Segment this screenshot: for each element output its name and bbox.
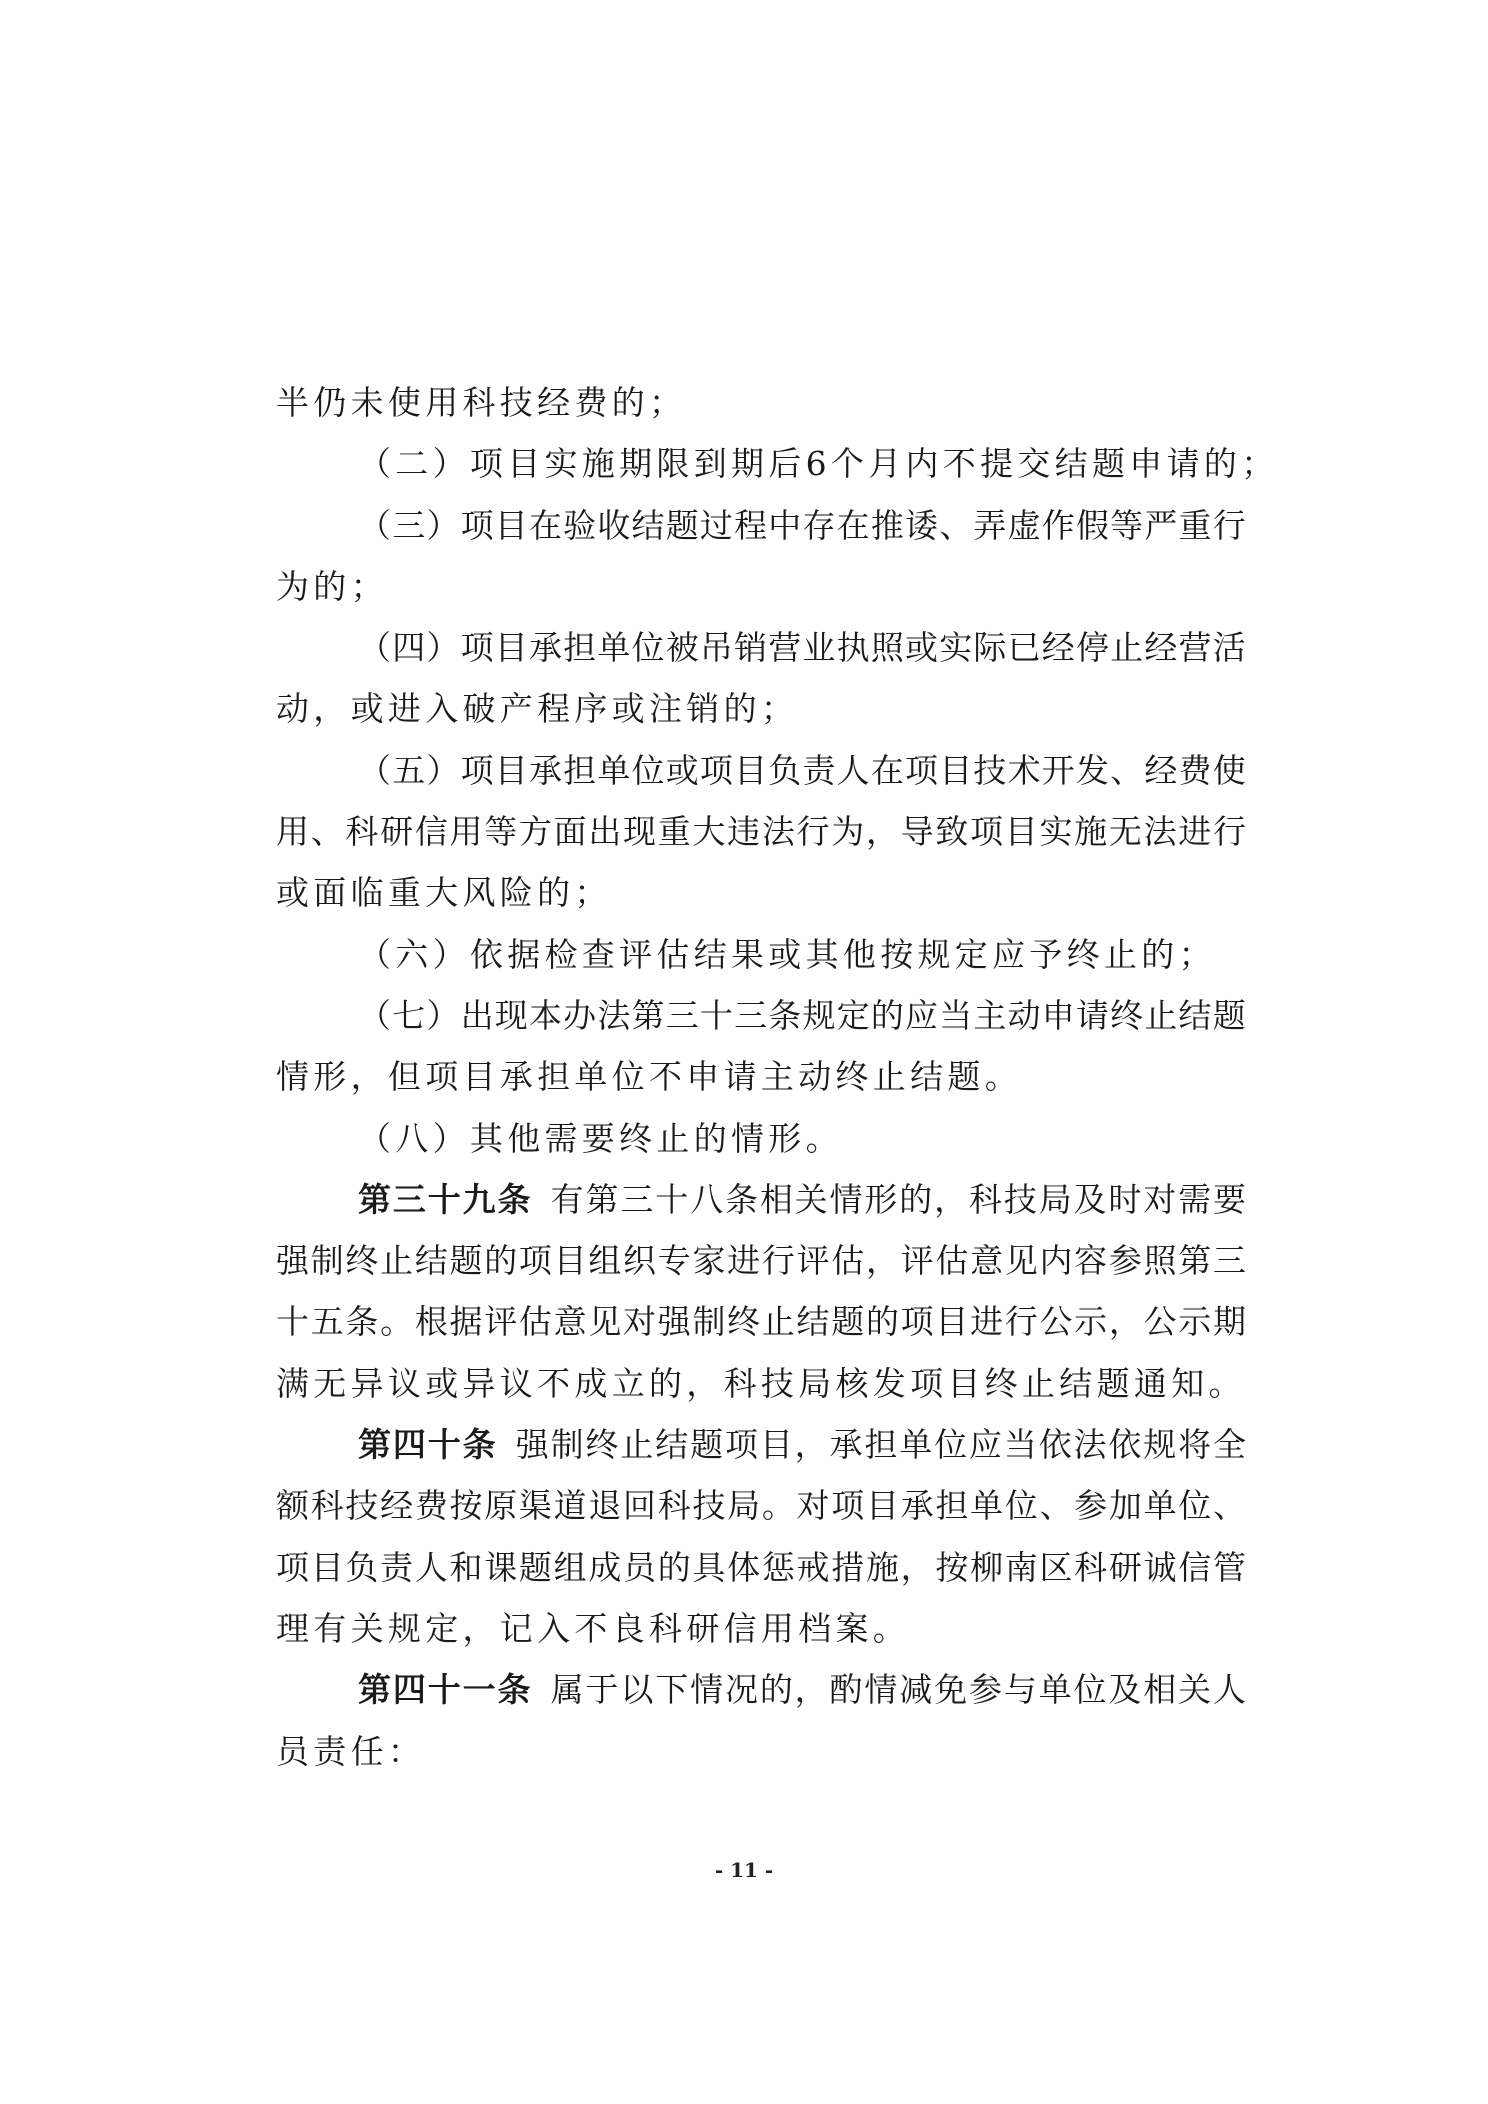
line-text: 动，或进入破产程序或注销的； [276, 689, 799, 729]
text-line [276, 433, 1279, 494]
text-line: （ 四 ） 项 目 承 担 单 位 被 吊 销 营 业 执 照 或 实 际 已 经 停 止 经 营 活 [358, 628, 1246, 668]
text-line: 用 、 科 研 信 用 等 方 面 出 现 重 大 违 法 行 为 ， 导 致 项 目 实 施 无 法 进 行 [276, 812, 1246, 852]
text-line: 第 三 十 九 条 有 第 三 十 八 条 相 关 情 形 的 ， 科 技 局 及 时 对 需 要 [358, 1179, 1246, 1219]
text-line: （ 七 ） 出 现 本 办 法 第 三 十 三 条 规 定 的 应 当 主 动 申 请 终 止 结 题 [358, 995, 1246, 1035]
text-line: （ 三 ） 项 目 在 验 收 结 题 过 程 中 存 在 推 诿 、 弄 虚 作 假 等 严 重 行 [358, 505, 1246, 545]
text-line [276, 1108, 1246, 1169]
line-text: 或面临重大风险的； [276, 873, 612, 913]
text-line [276, 1353, 1246, 1414]
line-text: 满无异议或异议不成立的，科技局核发项目终止结题通知。 [276, 1363, 1246, 1403]
line-text: 情形，但项目承担单位不申请主动终止结题。 [276, 1057, 1022, 1097]
line-text: 半仍未使用科技经费的； [276, 383, 687, 422]
line-text: （六）依据检查评估结果或其他按规定应予终止的； [358, 934, 1216, 974]
body-text [276, 372, 1279, 1782]
text-line: 强 制 终 止 结 题 的 项 目 组 织 专 家 进 行 评 估 ， 评 估 意 见 内 容 参 照 第 三 [276, 1241, 1246, 1281]
text-line [276, 1046, 1246, 1107]
text-line: 十 五 条 。 根 据 评 估 意 见 对 强 制 终 止 结 题 的 项 目 进 行 公 示 ， 公 示 期 [276, 1302, 1246, 1342]
text-line [276, 924, 1246, 985]
text-line: （ 五 ） 项 目 承 担 单 位 或 项 目 负 责 人 在 项 目 技 术 开 发 、 经 费 使 [358, 750, 1246, 790]
text-line [276, 1598, 1246, 1659]
text-line [276, 556, 1246, 617]
text-line: 项 目 负 责 人 和 课 题 组 成 员 的 具 体 惩 戒 措 施 ， 按 柳 南 区 科 研 诚 信 管 [276, 1547, 1246, 1587]
page-number: - 11 - [714, 1858, 774, 1882]
text-line [276, 1721, 1246, 1782]
line-text: （八）其他需要终止的情形。 [358, 1118, 843, 1158]
text-line [276, 862, 1246, 923]
text-line: 第 四 十 一 条 属 于 以 下 情 况 的 ， 酌 情 减 免 参 与 单 位 及 相 关 人 [358, 1670, 1246, 1710]
text-line [276, 678, 1246, 739]
text-line [276, 372, 1246, 433]
line-text: 理有关规定，记入不良科研信用档案。 [276, 1608, 911, 1648]
text-line: 第 四 十 条 强 制 终 止 结 题 项 目 ， 承 担 单 位 应 当 依 法 依 规 将 全 [358, 1425, 1246, 1465]
line-text: 为的； [276, 566, 388, 606]
line-text: 员责任： [276, 1731, 426, 1771]
text-line: 额 科 技 经 费 按 原 渠 道 退 回 科 技 局 。 对 项 目 承 担 单 位 、 参 加 单 位 、 [276, 1486, 1246, 1526]
line-text: （二）项目实施期限到期后6个月内不提交结题申请的； [358, 444, 1279, 484]
